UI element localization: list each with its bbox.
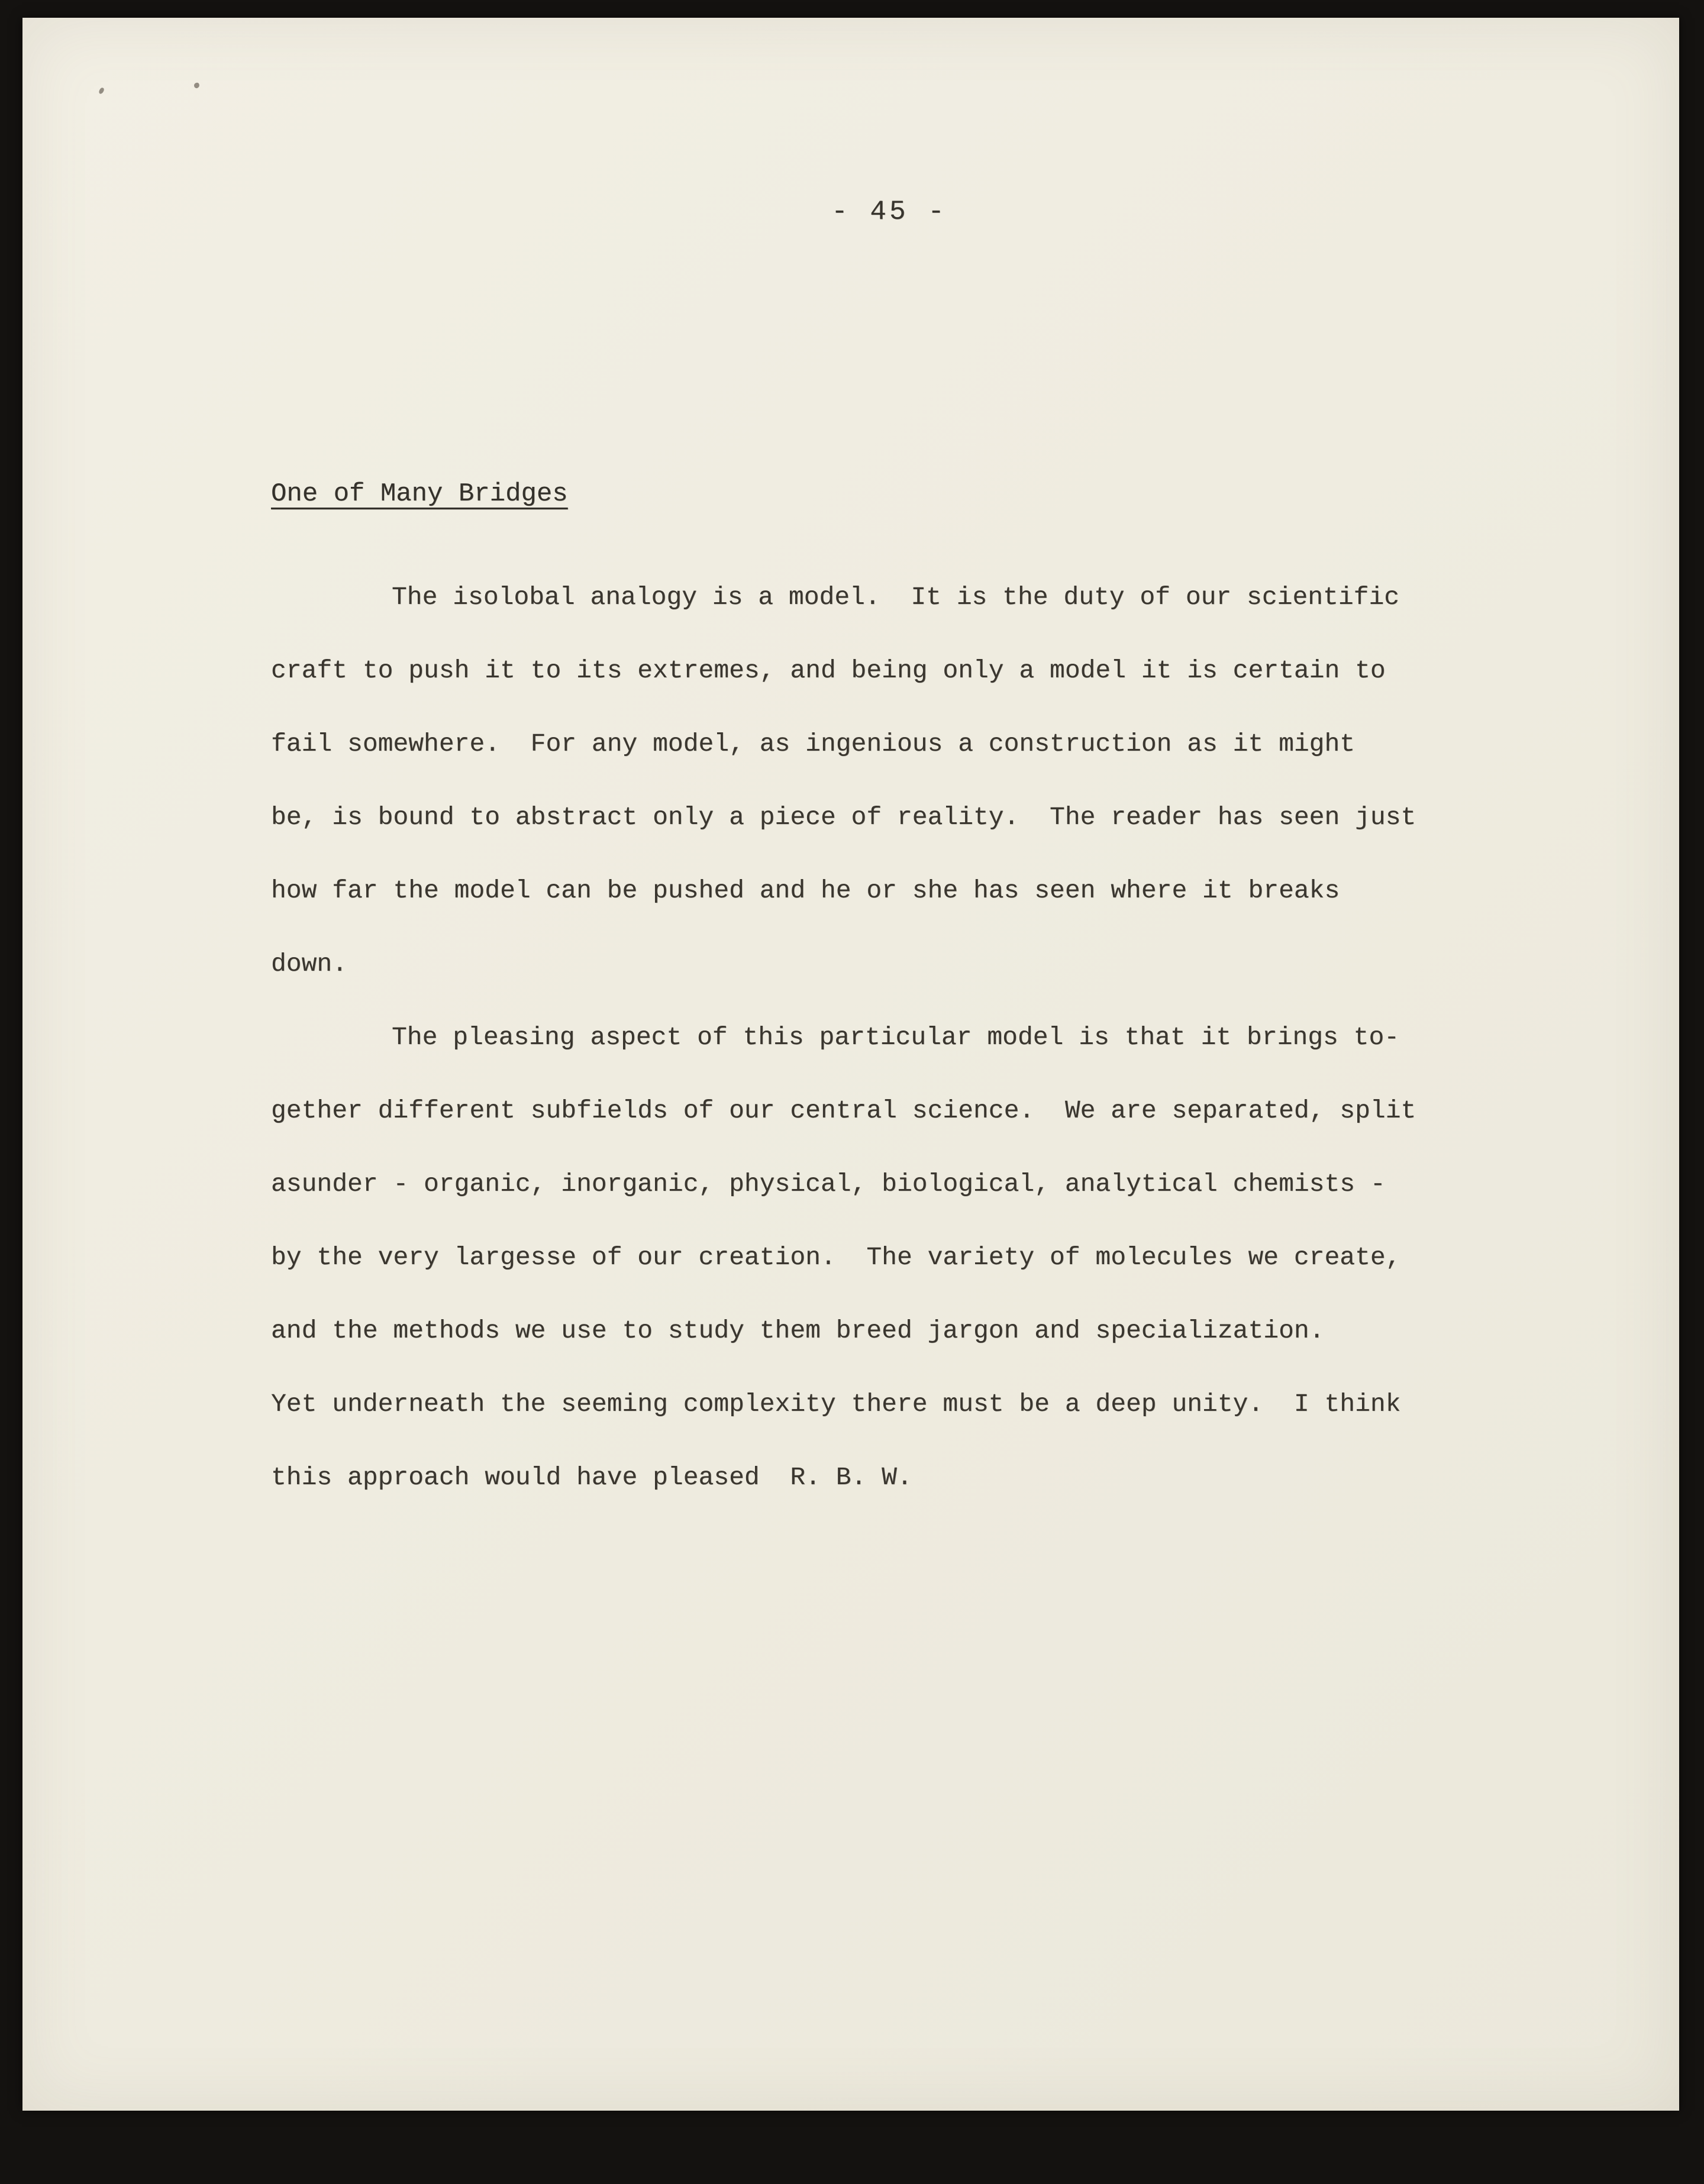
text-line: down.: [271, 949, 348, 978]
text-line: by the very largesse of our creation. The variety of molecules we create,: [271, 1243, 1401, 1272]
text-line: Yet underneath the seeming complexity there must be a deep unity. I think: [271, 1390, 1401, 1419]
text-line: asunder - organic, inorganic, physical, biological, analytical chemists -: [271, 1169, 1386, 1198]
text-line: this approach would have pleased R. B. W.: [271, 1463, 912, 1492]
text-line: be, is bound to abstract only a piece of reality. The reader has seen just: [271, 803, 1416, 832]
paper-speck: [98, 87, 105, 95]
text-line: gether different subfields of our central science. We are separated, split: [271, 1096, 1416, 1125]
text-line: how far the model can be pushed and he or she has seen where it breaks: [271, 876, 1340, 905]
text-line: The isolobal analogy is a model. It is the duty of our scientific: [392, 583, 1400, 612]
body-text: [271, 561, 1531, 1514]
text-line: The pleasing aspect of this particular model is that it brings to-: [392, 1023, 1400, 1052]
text-line: and the methods we use to study them breed jargon and specialization.: [271, 1316, 1325, 1345]
page-number: - 45 -: [831, 196, 947, 227]
text-line: fail somewhere. For any model, as ingenious a construction as it might: [271, 729, 1356, 758]
section-heading: One of Many Bridges: [271, 479, 568, 509]
text-line: craft to push it to its extremes, and being only a model it is certain to: [271, 656, 1386, 685]
document-page: [22, 18, 1679, 2111]
paper-speck: [193, 82, 200, 89]
